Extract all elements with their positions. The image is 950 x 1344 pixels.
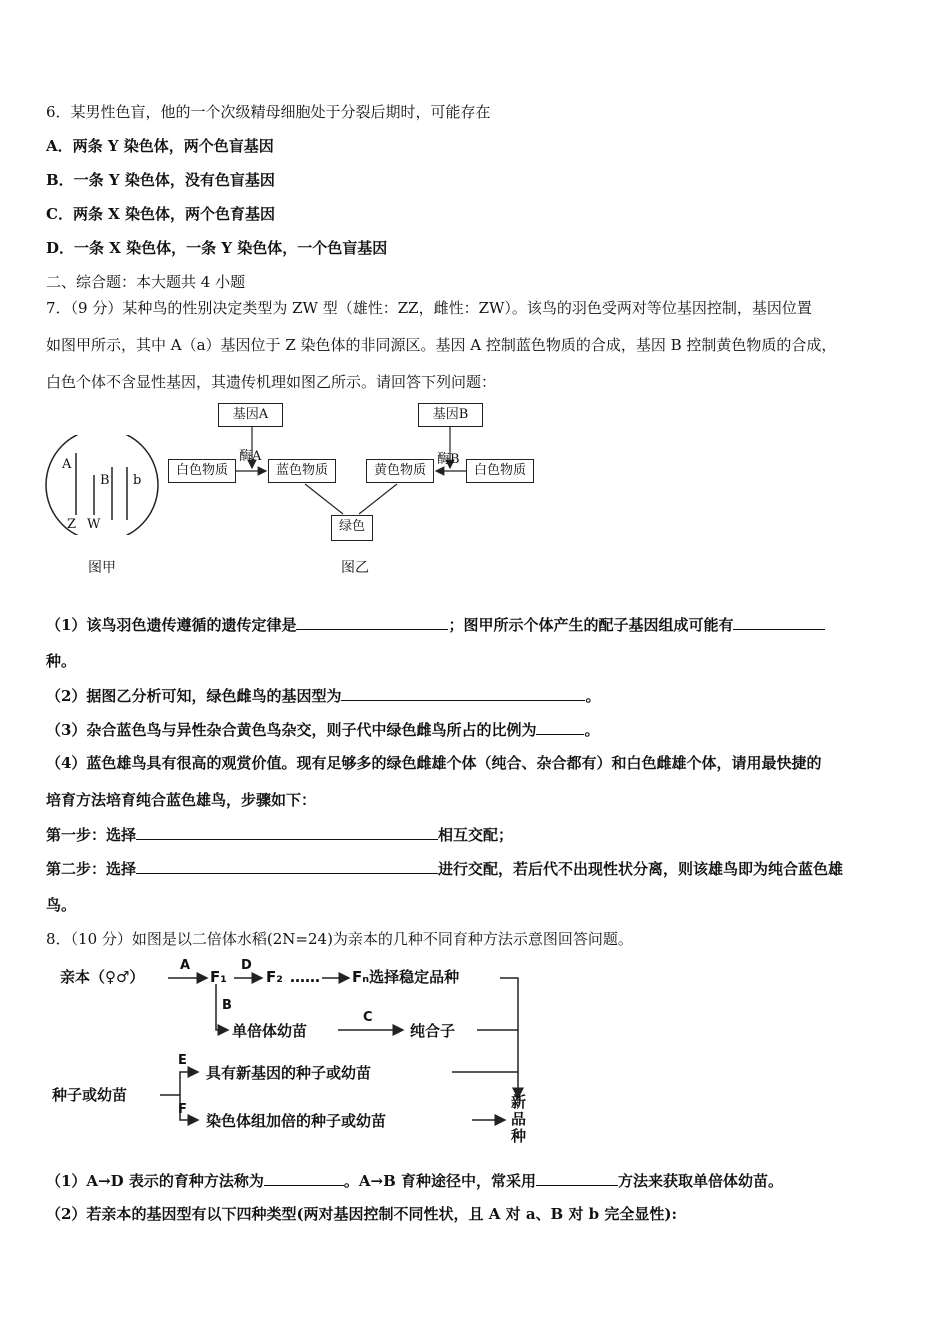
- answer-blank[interactable]: [536, 1170, 618, 1186]
- step-f-label: F: [178, 1102, 187, 1117]
- q7-sub4-line2: 培育方法培育纯合蓝色雄鸟，步骤如下：: [46, 791, 317, 809]
- green-box: 绿色: [331, 515, 373, 541]
- f2-label: F₂: [266, 968, 283, 986]
- gene-b-label: B: [100, 473, 110, 488]
- arrow-e: [160, 1072, 198, 1095]
- step-d-label: D: [241, 958, 252, 973]
- yellow-substance-box: 黄色物质: [366, 459, 434, 483]
- q8-stem: 8．（10 分）如图是以二倍体水稻(2N=24)为亲本的几种不同育种方法示意图回答问题。: [46, 930, 633, 948]
- q6-option-b: B．一条 Y 染色体，没有色盲基因: [46, 171, 275, 189]
- q7-sub3: （3）杂合蓝色鸟与异性杂合黄色鸟杂交，则子代中绿色雌鸟所占的比例为 。: [46, 721, 600, 739]
- new-variety-label: 新 品 种: [511, 1093, 527, 1145]
- enzyme-b-label: 酶B: [437, 452, 460, 467]
- q7-sub2: （2）据图乙分析可知，绿色雌鸟的基因型为 。: [46, 687, 601, 705]
- haploid-label: 单倍体幼苗: [232, 1022, 308, 1040]
- gene-a-label: A: [62, 457, 72, 472]
- step-c-label: C: [363, 1010, 373, 1025]
- section-title: 二、综合题：本大题共 4 小题: [46, 273, 246, 291]
- step-e-label: E: [178, 1053, 187, 1068]
- enzyme-a-label: 酶A: [239, 449, 262, 464]
- q6-option-a: A．两条 Y 染色体，两个色盲基因: [46, 137, 274, 155]
- chrom-z-label: Z: [67, 517, 77, 532]
- q7-step1: 第一步：选择 相互交配；: [46, 826, 514, 844]
- answer-blank[interactable]: [733, 614, 825, 630]
- white-substance-box-right: 白色物质: [466, 459, 534, 483]
- q8-sub1: （1）A→D 表示的育种方法称为 。A→B 育种途径中，常采用 方法来获取单倍体幼苗。: [46, 1172, 783, 1190]
- new-gene-label: 具有新基因的种子或幼苗: [206, 1064, 372, 1082]
- q7-sub1: （1）该鸟羽色遗传遵循的遗传定律是 ；图甲所示个体产生的配子基因组成可能有: [46, 614, 825, 635]
- answer-blank[interactable]: [296, 614, 448, 630]
- gene-lower-b-label: b: [133, 473, 142, 488]
- figure-yi-arrows: [0, 0, 950, 600]
- white-substance-box-left: 白色物质: [168, 459, 236, 483]
- doubled-label: 染色体组加倍的种子或幼苗: [206, 1112, 387, 1130]
- gene-a-box: 基因A: [218, 403, 283, 427]
- step-b-label: B: [222, 998, 232, 1013]
- parent-label: 亲本（♀♂）: [60, 968, 145, 986]
- seed-label: 种子或幼苗: [52, 1086, 128, 1104]
- f1-label: F₁: [210, 968, 227, 986]
- answer-blank[interactable]: [136, 824, 438, 840]
- q7-stem-line-3: 白色个体不含显性基因，其遗传机理如图乙所示。请回答下列问题：: [46, 373, 497, 391]
- q8-sub2: （2）若亲本的基因型有以下四种类型(两对基因控制不同性状，且 A 对 a、B 对 b 完全显性):: [46, 1205, 678, 1223]
- chrom-w-label: W: [87, 517, 101, 532]
- q6-option-c: C．两条 X 染色体，两个色育基因: [46, 205, 276, 223]
- gene-b-box: 基因B: [418, 403, 483, 427]
- step-a-label: A: [180, 958, 191, 973]
- q6-stem: 6．某男性色盲，他的一个次级精母细胞处于分裂后期时，可能存在: [46, 103, 491, 121]
- answer-blank[interactable]: [536, 719, 584, 735]
- q7-stem-line-1: 7．（9 分）某种鸟的性别决定类型为 ZW 型（雄性：ZZ，雌性：ZW）。该鸟的羽色受两对等位基因控制，基因位置: [46, 299, 812, 317]
- line-yellow-to-green: [359, 484, 397, 514]
- q7-sub4-line1: （4）蓝色雄鸟具有很高的观赏价值。现有足够多的绿色雌雄个体（纯合、杂合都有）和白色雌雄个体，请用最快捷的: [46, 754, 822, 772]
- q7-stem-line-2: 如图甲所示，其中 A（a）基因位于 Z 染色体的非同源区。基因 A 控制蓝色物质的合成，基因 B 控制黄色物质的合成，: [46, 336, 837, 354]
- figure-yi-caption: 图乙: [341, 560, 369, 576]
- fn-select-label: Fₙ选择稳定品种: [352, 968, 460, 986]
- q7-sub1-cont: 种。: [46, 652, 77, 670]
- q7-step2: 第二步：选择 进行交配，若后代不出现性状分离，则该雄鸟即为纯合蓝色雄: [46, 860, 844, 878]
- line-fn-to-new: [500, 978, 518, 1090]
- dots-label: ……: [290, 968, 320, 986]
- figure-jia-caption: 图甲: [88, 560, 116, 576]
- answer-blank[interactable]: [264, 1170, 344, 1186]
- answer-blank[interactable]: [341, 685, 585, 701]
- pure-line-label: 纯合子: [410, 1022, 456, 1040]
- answer-blank[interactable]: [136, 858, 438, 874]
- line-blue-to-green: [305, 484, 343, 514]
- q7-step2-cont: 鸟。: [46, 896, 77, 914]
- blue-substance-box: 蓝色物质: [268, 459, 336, 483]
- q6-option-d: D．一条 X 染色体，一条 Y 染色体，一个色盲基因: [46, 239, 388, 257]
